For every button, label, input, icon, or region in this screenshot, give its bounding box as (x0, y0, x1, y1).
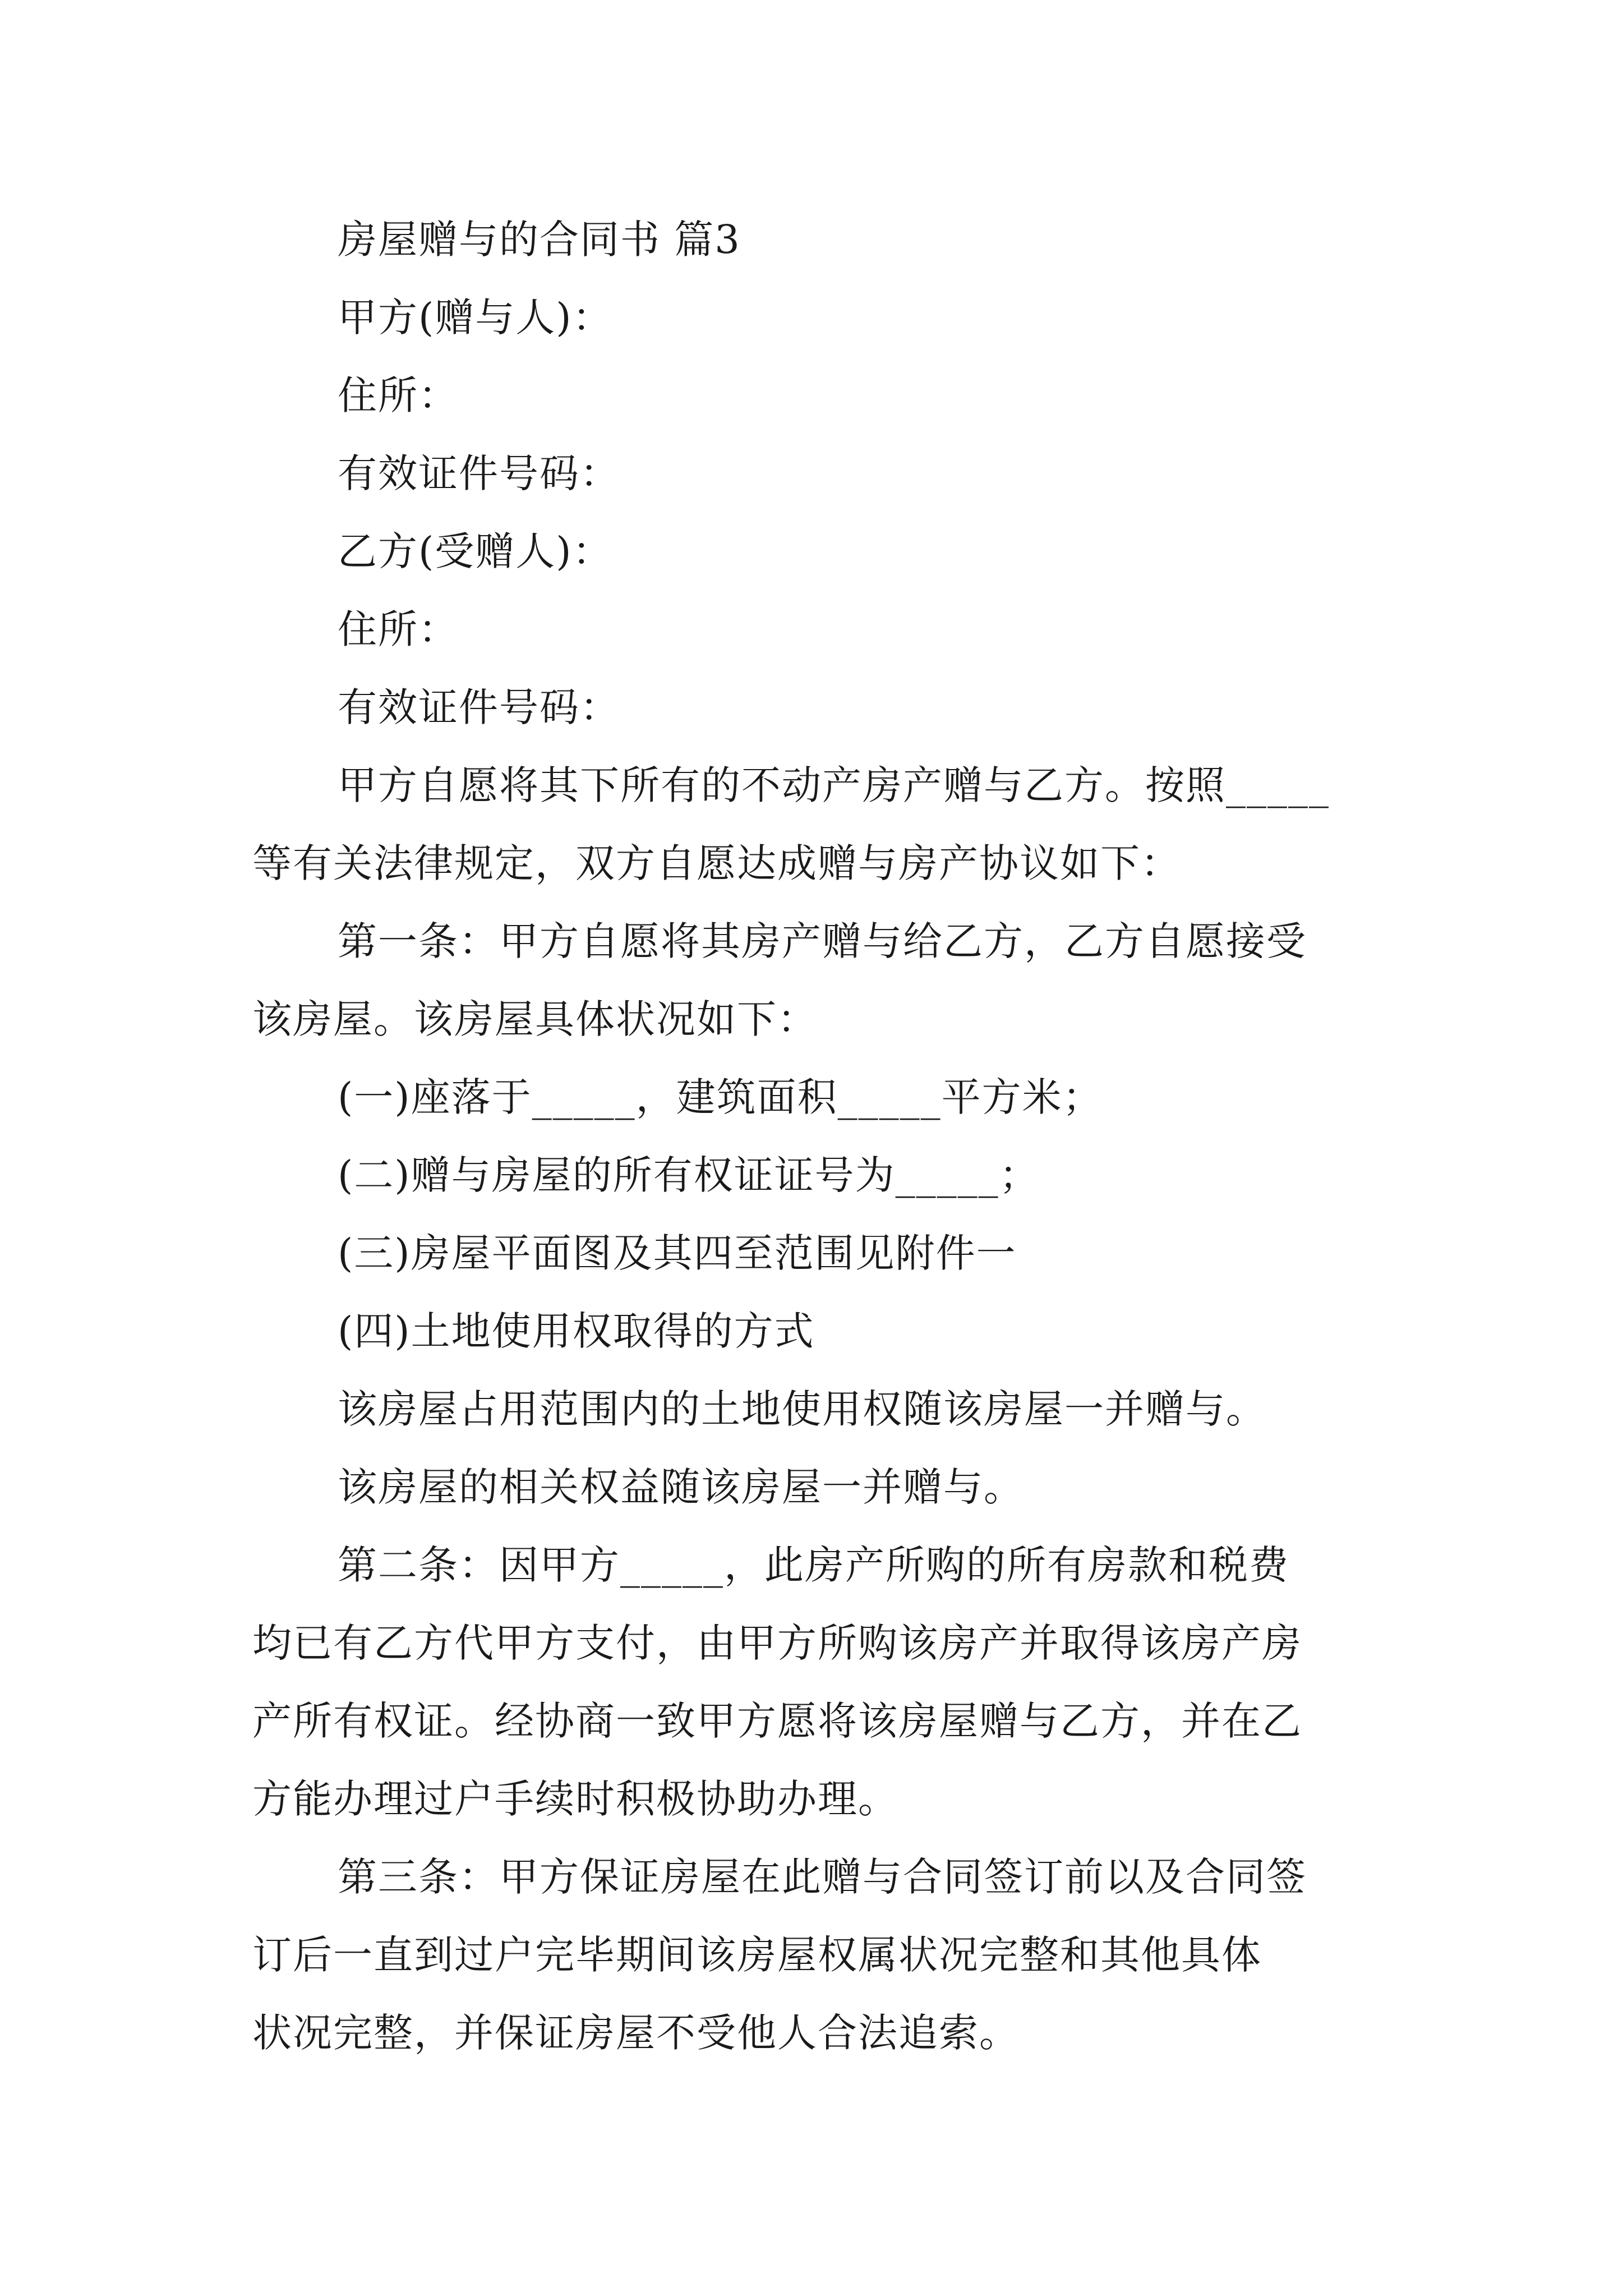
rights-clause: 该房屋的相关权益随该房屋一并赠与。 (338, 1464, 1024, 1510)
article-1-line-1: 第一条：甲方自愿将其房产赠与给乙方，乙方自愿接受 (338, 918, 1307, 964)
party-b-id-number: 有效证件号码： (338, 684, 620, 730)
party-a-address: 住所： (338, 372, 459, 418)
article-2-line-1: 第二条：因甲方_____，此房产所购的所有房款和税费 (338, 1542, 1289, 1588)
article-1-item-3: (三)房屋平面图及其四至范围见附件一 (338, 1230, 1017, 1276)
article-3-line-3: 状况完整，并保证房屋不受他人合法追索。 (252, 2010, 1020, 2056)
article-1-item-1: (一)座落于_____，建筑面积_____平方米； (338, 1074, 1103, 1120)
preamble-line-1: 甲方自愿将其下所有的不动产房产赠与乙方。按照_____ (338, 762, 1330, 808)
contract-title: 房屋赠与的合同书 篇3 (338, 217, 741, 263)
article-3-line-1: 第三条：甲方保证房屋在此赠与合同签订前以及合同签 (338, 1854, 1307, 1900)
document-body (252, 201, 1402, 2072)
party-b-address: 住所： (338, 606, 459, 652)
party-a-label: 甲方(赠与人)： (338, 295, 613, 341)
article-2-line-4: 方能办理过户手续时积极协助办理。 (252, 1776, 898, 1822)
article-1-item-4: (四)土地使用权取得的方式 (338, 1308, 815, 1354)
article-2-line-3: 产所有权证。经协商一致甲方愿将该房屋赠与乙方，并在乙 (252, 1698, 1302, 1744)
article-2-line-2: 均已有乙方代甲方支付，由甲方所购该房产并取得该房产房 (252, 1620, 1302, 1666)
party-a-id-number: 有效证件号码： (338, 450, 620, 496)
land-use-clause: 该房屋占用范围内的土地使用权随该房屋一并赠与。 (338, 1386, 1266, 1432)
article-1-line-2: 该房屋。该房屋具体状况如下： (252, 996, 818, 1042)
preamble-line-2: 等有关法律规定，双方自愿达成赠与房产协议如下： (252, 840, 1181, 886)
party-b-label: 乙方(受赠人)： (338, 528, 613, 574)
article-3-line-2: 订后一直到过户完毕期间该房屋权属状况完整和其他具体 (252, 1932, 1262, 1978)
article-1-item-2: (二)赠与房屋的所有权证证号为_____； (338, 1152, 1040, 1198)
